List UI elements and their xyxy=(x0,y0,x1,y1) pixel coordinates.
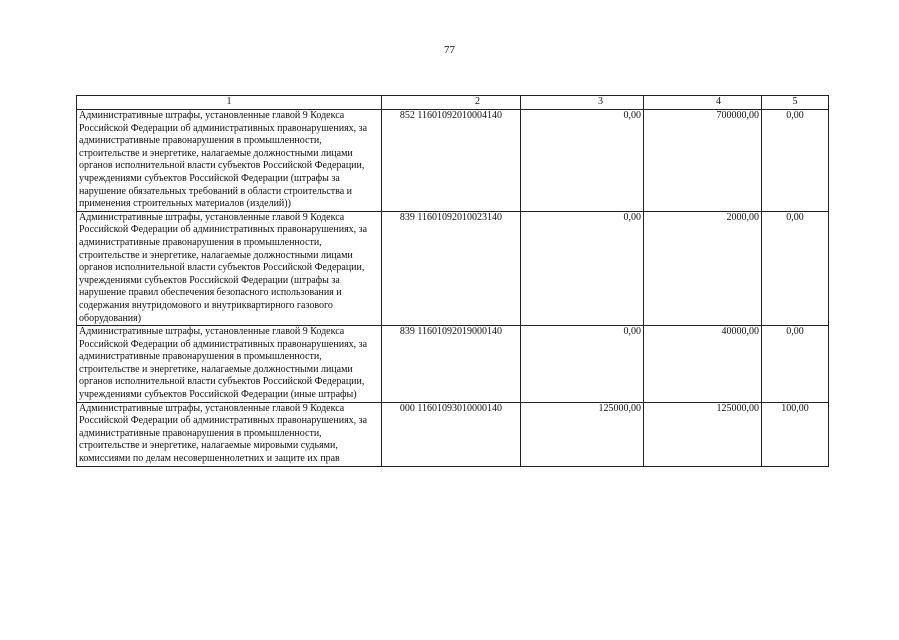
header-col-2: 2 xyxy=(382,96,521,110)
row-col5-value: 0,00 xyxy=(762,211,829,325)
budget-table xyxy=(76,95,829,467)
row-name: Административные штрафы, установленные главой 9 Кодекса Российской Федерации об административных правонарушениях, за административные правонарушения в промышленности, строительстве и энергетике, налагаемые мировыми судьями, комиссиями по делам несовершеннолетних и защите их прав xyxy=(77,402,382,466)
header-col-4: 4 xyxy=(644,96,762,110)
page-number: 77 xyxy=(444,44,455,56)
header-col-5: 5 xyxy=(762,96,829,110)
row-col4-value: 125000,00 xyxy=(644,402,762,466)
header-col-1: 1 xyxy=(77,96,382,110)
header-row xyxy=(77,96,829,110)
row-code: 839 11601092019000140 xyxy=(382,326,521,403)
row-col5-value: 0,00 xyxy=(762,326,829,403)
row-col3-value: 0,00 xyxy=(521,110,644,212)
table-row xyxy=(77,402,829,466)
row-code: 839 11601092010023140 xyxy=(382,211,521,325)
table-row xyxy=(77,211,829,325)
row-col4-value: 40000,00 xyxy=(644,326,762,403)
row-col3-value: 125000,00 xyxy=(521,402,644,466)
row-code: 000 11601093010000140 xyxy=(382,402,521,466)
table-row xyxy=(77,110,829,212)
row-name: Административные штрафы, установленные главой 9 Кодекса Российской Федерации об административных правонарушениях, за административные правонарушения в промышленности, строительстве и энергетике, налагаемые должностными лицами органов исполнительной власти субъектов Российской Федерации, учреждениями субъектов Российской Федерации (штрафы за нарушение правил обеспечения безопасного использования и содержания внутридомового и внутриквартирного газового оборудования) xyxy=(77,211,382,325)
row-col4-value: 700000,00 xyxy=(644,110,762,212)
row-col4-value: 2000,00 xyxy=(644,211,762,325)
row-name: Административные штрафы, установленные главой 9 Кодекса Российской Федерации об административных правонарушениях, за административные правонарушения в промышленности, строительстве и энергетике, налагаемые должностными лицами органов исполнительной власти субъектов Российской Федерации, учреждениями субъектов Российской Федерации (штрафы за нарушение обязательных требований в области строительства и применения строительных материалов (изделий)) xyxy=(77,110,382,212)
row-col5-value: 0,00 xyxy=(762,110,829,212)
header-col-3: 3 xyxy=(521,96,644,110)
row-col5-value: 100,00 xyxy=(762,402,829,466)
row-name: Административные штрафы, установленные главой 9 Кодекса Российской Федерации об административных правонарушениях, за административные правонарушения в промышленности, строительстве и энергетике, налагаемые должностными лицами органов исполнительной власти субъектов Российской Федерации, учреждениями субъектов Российской Федерации (иные штрафы) xyxy=(77,326,382,403)
row-col3-value: 0,00 xyxy=(521,211,644,325)
row-col3-value: 0,00 xyxy=(521,326,644,403)
row-code: 852 11601092010004140 xyxy=(382,110,521,212)
table-row xyxy=(77,326,829,403)
